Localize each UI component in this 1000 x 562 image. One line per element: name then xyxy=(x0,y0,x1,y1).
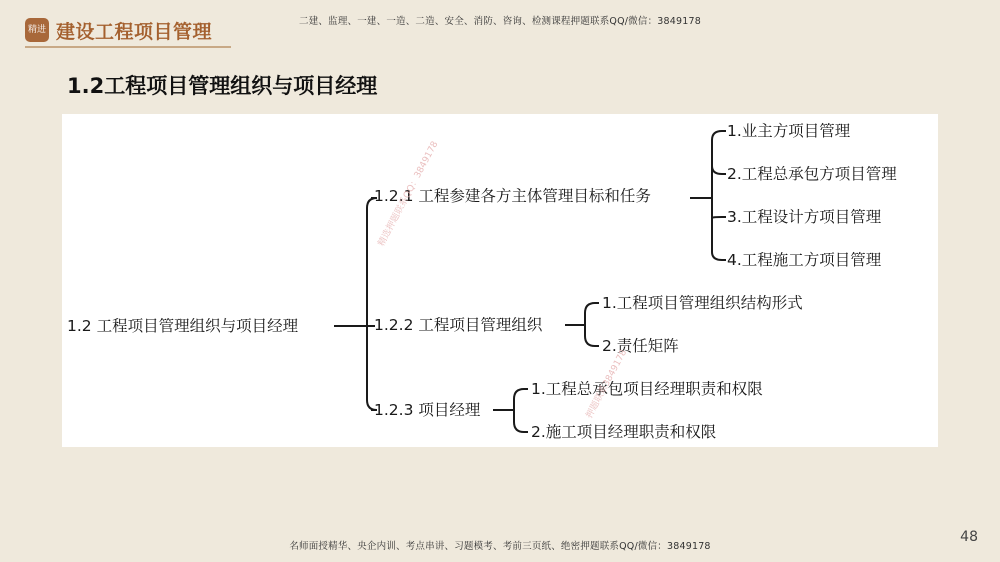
bracket-branch2 xyxy=(585,303,599,346)
leaf-node: 1.工程项目管理组织结构形式 xyxy=(602,294,803,312)
root-node: 1.2 工程项目管理组织与项目经理 xyxy=(67,317,299,335)
course-name: 建设工程项目管理 xyxy=(56,21,213,43)
branch-node-2: 1.2.2 工程项目管理组织 xyxy=(374,316,543,334)
leaf-node: 2.施工项目经理职责和权限 xyxy=(531,423,717,441)
leaf-node: 1.工程总承包项目经理职责和权限 xyxy=(531,380,763,398)
slide-title: 1.2工程项目管理组织与项目经理 xyxy=(67,74,378,98)
branch-node-1: 1.2.1 工程参建各方主体管理目标和任务 xyxy=(374,187,651,205)
header-divider xyxy=(25,46,231,48)
page-number: 48 xyxy=(960,529,978,545)
leaf-node: 3.工程设计方项目管理 xyxy=(727,208,882,226)
brand-logo: 精进 xyxy=(25,18,49,42)
top-banner: 二建、监理、一建、一造、二造、安全、消防、咨询、检测课程押题联系QQ/微信：3849178 xyxy=(299,16,701,27)
watermark: 押题联系3849178 xyxy=(584,348,630,421)
leaf-node: 4.工程施工方项目管理 xyxy=(727,251,882,269)
bracket-branch1-mid xyxy=(712,166,726,218)
bottom-banner: 名师面授精华、央企内训、考点串讲、习题模考、考前三页纸、绝密押题联系QQ/微信：3849178 xyxy=(289,541,711,552)
leaf-node: 1.业主方项目管理 xyxy=(727,122,851,140)
leaf-node: 2.工程总承包方项目管理 xyxy=(727,165,897,183)
bracket-level1 xyxy=(367,198,377,410)
bracket-branch1 xyxy=(712,131,726,260)
mind-map-diagram xyxy=(62,114,938,447)
watermark: 精选押题联系QQ：3849178 xyxy=(376,139,441,249)
leaf-node: 2.责任矩阵 xyxy=(602,337,679,355)
branch-node-3: 1.2.3 项目经理 xyxy=(374,401,481,419)
bracket-branch3 xyxy=(514,389,528,432)
